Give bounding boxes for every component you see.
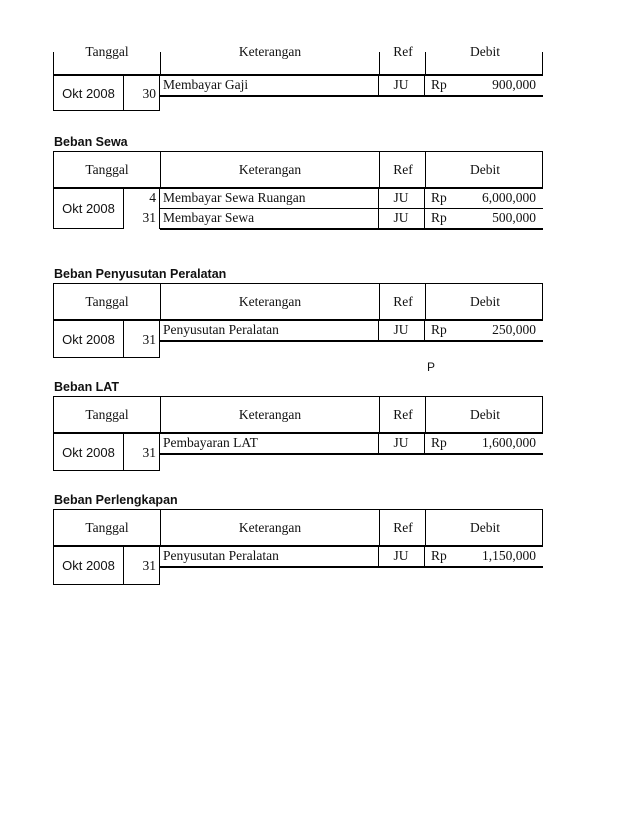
header-ref: Ref <box>393 44 413 59</box>
header-ref: Ref <box>393 407 413 422</box>
ledger-body <box>53 76 543 111</box>
header-tanggal: Tanggal <box>85 407 129 422</box>
header-debit: Debit <box>470 44 500 59</box>
amount-cell: 1,150,000 <box>482 548 536 563</box>
keterangan-cell: Membayar Sewa <box>163 210 255 225</box>
currency-cell: Rp <box>431 210 447 225</box>
day-cell: 30 <box>142 86 156 101</box>
header-tanggal: Tanggal <box>85 520 129 535</box>
date-cell: Okt 2008 <box>53 76 124 111</box>
keterangan-cell: Penyusutan Peralatan <box>163 548 279 563</box>
date-cell: Okt 2008 <box>53 321 124 358</box>
header-debit: Debit <box>470 162 500 177</box>
table-row <box>142 547 543 573</box>
ref-cell: JU <box>393 77 409 92</box>
ref-cell: JU <box>393 210 409 225</box>
section-title: Beban Sewa <box>54 135 128 149</box>
section-title: Beban Penyusutan Peralatan <box>54 267 227 281</box>
amount-cell: 250,000 <box>492 322 536 337</box>
header-ref: Ref <box>393 162 413 177</box>
ref-cell: JU <box>393 548 409 563</box>
header-debit: Debit <box>470 407 500 422</box>
ref-cell: JU <box>393 435 409 450</box>
ledger-header <box>53 396 543 434</box>
table-row <box>142 76 543 101</box>
day-cell: 4 <box>149 190 156 205</box>
ledger-body <box>53 321 543 358</box>
header-keterangan: Keterangan <box>238 520 302 535</box>
header-keterangan: Keterangan <box>238 44 302 59</box>
keterangan-cell: Membayar Sewa Ruangan <box>163 190 306 205</box>
date-cell: Okt 2008 <box>53 434 124 471</box>
header-ref: Ref <box>393 520 413 535</box>
header-debit: Debit <box>470 520 500 535</box>
currency-cell: Rp <box>431 548 447 563</box>
keterangan-cell: Pembayaran LAT <box>163 435 258 450</box>
date-cell: Okt 2008 <box>53 189 124 229</box>
stray-mark: P <box>427 360 436 374</box>
ref-cell: JU <box>393 322 409 337</box>
ledger-body <box>53 189 543 229</box>
day-cell: 31 <box>142 332 156 347</box>
section-title: Beban Perlengkapan <box>54 493 178 507</box>
ledger-body <box>53 434 543 471</box>
ledger-header <box>53 509 543 547</box>
ref-cell: JU <box>393 190 409 205</box>
header-ref: Ref <box>393 294 413 309</box>
currency-cell: Rp <box>431 77 447 92</box>
section-title: Beban LAT <box>54 380 120 394</box>
currency-cell: Rp <box>431 322 447 337</box>
header-keterangan: Keterangan <box>238 407 302 422</box>
table-row <box>142 434 543 460</box>
ledger-header <box>53 151 543 189</box>
date-cell: Okt 2008 <box>53 547 124 585</box>
header-tanggal: Tanggal <box>85 44 129 59</box>
amount-cell: 900,000 <box>492 77 536 92</box>
currency-cell: Rp <box>431 190 447 205</box>
header-keterangan: Keterangan <box>238 294 302 309</box>
header-tanggal: Tanggal <box>85 162 129 177</box>
keterangan-cell: Membayar Gaji <box>163 77 249 92</box>
header-tanggal: Tanggal <box>85 294 129 309</box>
day-cell: 31 <box>142 445 156 460</box>
header-debit: Debit <box>470 294 500 309</box>
table-row <box>142 321 543 347</box>
currency-cell: Rp <box>431 435 447 450</box>
header-keterangan: Keterangan <box>238 162 302 177</box>
ledger-body <box>53 547 543 585</box>
keterangan-cell: Penyusutan Peralatan <box>163 322 279 337</box>
table-row <box>149 189 543 209</box>
table-row <box>142 209 543 230</box>
ledger-header <box>53 283 543 321</box>
amount-cell: 6,000,000 <box>482 190 536 205</box>
day-cell: 31 <box>142 558 156 573</box>
day-cell: 31 <box>142 210 156 225</box>
ledger-header <box>53 44 543 76</box>
amount-cell: 1,600,000 <box>482 435 536 450</box>
amount-cell: 500,000 <box>492 210 536 225</box>
